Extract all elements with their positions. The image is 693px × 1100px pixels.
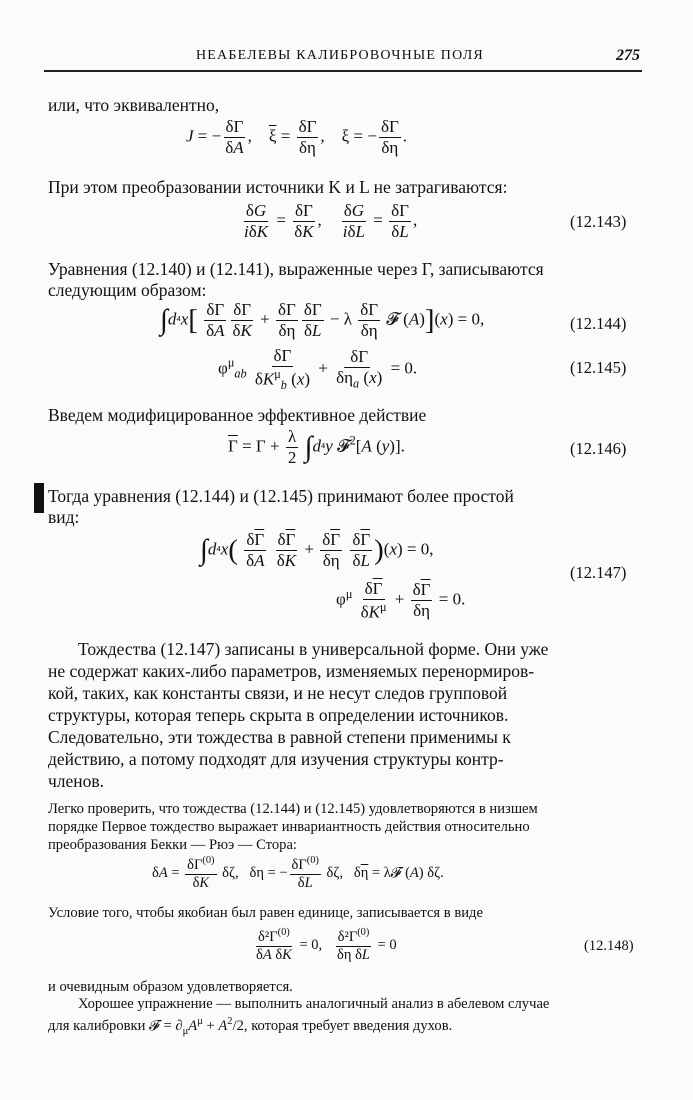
universal-line-5: Следовательно, эти тождества в равной степени применимы к	[48, 727, 511, 747]
universal-line-4: структуры, которая теперь скрыта в определении источников.	[48, 705, 509, 725]
universal-line-7: членов.	[48, 771, 105, 791]
universal-line-6: действию, а потому подходят для изучения структуры контр-	[48, 749, 504, 769]
equation-12-147a: ∫d⁴x( $\frac{\delta\overline{\Gamma}}{\delta A}$ $\frac{\delta\overline{\Gamma}}{\delta K}$ + $\frac{\delta\overline{\Gamma}}{\delta\eta}$ $\frac{\delta\overline{\Gamma}}{\delta L}$ )(x) = 0,	[200, 530, 434, 570]
header-rule	[44, 70, 642, 72]
then-text-1: Тогда уравнения (12.144) и (12.145) принимают более простой	[48, 486, 514, 506]
equation-12-148: $\frac{\delta^2\Gamma^{(0)}}{\text{δA δK}}$ = 0, $\frac{\delta^2\Gamma^{(0)}}{\text{δη δL}}$ = 0	[256, 927, 397, 964]
small-line-1: Легко проверить, что тождества (12.144) и (12.145) удовлетворяются в низшем	[48, 801, 538, 817]
eq-number-12-146: (12.146)	[570, 439, 627, 458]
intro-text: или, что эквивалентно,	[48, 95, 220, 115]
small-line-3: преобразования Бекки — Рюэ — Стора:	[48, 837, 297, 853]
page-number: 275	[616, 47, 640, 64]
equation-brs: δA = $\frac{\delta\Gamma^{(0)}}{\delta K}$ δζ, δη = − $\frac{\delta\Gamma^{(0)}}{\delta L}$ δζ, $\delta\overline{\eta}$ = λ𝓕 (A) δζ.	[152, 855, 444, 892]
eq-number-12-145: (12.145)	[570, 358, 627, 377]
equation-12-146: $\overline{\Gamma} = \Gamma$ + $\frac{\lambda}{2}$ ∫d⁴y 𝓕$^2$[A (y)].	[228, 427, 405, 467]
exercise-line-2	[48, 1013, 640, 1041]
universal-line-2: не содержат каких-либо параметров, изменяемых перенормиров-	[48, 661, 535, 681]
exercise-line-2-tail: которая требует введения духов.	[251, 1017, 453, 1034]
eq-number-12-148: (12.148)	[584, 938, 634, 954]
exercise-block	[48, 995, 640, 1041]
scan-mark	[34, 483, 44, 513]
small-print-block	[48, 800, 640, 854]
gamma-text-1: Уравнения (12.140) и (12.141), выраженные через Г, записываются	[48, 259, 544, 279]
running-header: НЕАБЕЛЕВЫ КАЛИБРОВОЧНЫЕ ПОЛЯ	[196, 48, 484, 63]
equation-12-144: ∫d⁴x[ $\frac{\delta\Gamma}{\delta A}$ $\frac{\delta\Gamma}{\delta K}$ + $\frac{\delta\Gamma}{\delta\eta}$ $\frac{\delta\Gamma}{\delta L}$ − λ $\frac{\delta\Gamma}{\delta\overline{\eta}}$ 𝓕 (A)](x) = 0,	[160, 300, 485, 340]
universal-line-3: кой, таких, как константы связи, и не несут следов групповой	[48, 683, 508, 703]
gauge-formula: 𝓕 = $\partial_\mu A^\mu + A^2/2$,	[149, 1016, 252, 1037]
equation-12-147b: $\varphi^\mu$ $\frac{\delta\overline{\Gamma}}{\delta K^\mu}$ + $\frac{\delta\overline{\Gamma}}{\delta\overline{\eta}}$ = 0.	[336, 579, 466, 622]
then-text-2: вид:	[48, 507, 80, 527]
exercise-line-2-text: для калибровки	[48, 1017, 146, 1034]
jacobian-text: Условие того, чтобы якобиан был равен единице, записывается в виде	[48, 905, 483, 921]
universal-paragraph	[48, 638, 640, 792]
equation-12-143: $\frac{\delta G}{\text{iδK}}$ = $\frac{\delta\Gamma}{\delta K}$ , $\frac{\delta G}{\text{iδL}}$ = $\frac{\delta\Gamma}{\delta L}$ ,	[244, 201, 418, 241]
eq-number-12-147: (12.147)	[570, 563, 627, 582]
eq-number-12-143: (12.143)	[570, 212, 627, 231]
equation-12-145: $\varphi^\mu_{ab}$ $\frac{\delta\Gamma}{\delta K^\mu_b (x)}$ + $\frac{\delta\Gamma}{\delta\overline{\eta}_a (x)}$ = 0.	[218, 346, 418, 392]
equation-definitions: J = − $\frac{\delta\Gamma}{\delta A}$ , $\overline{\xi}$ = $\frac{\delta\Gamma}{\delta\eta}$ , ξ = − $\frac{\delta\Gamma}{\delta\overline{\eta}}$ .	[186, 117, 408, 157]
gamma-text-2: следующим образом:	[48, 280, 207, 300]
exercise-line-1: Хорошее упражнение — выполнить аналогичный анализ в абелевом случае	[78, 996, 550, 1012]
small-line-2: порядке Первое тождество выражает инвариантность действия относительно	[48, 819, 530, 835]
obvious-text: и очевидным образом удовлетворяется.	[48, 979, 293, 995]
universal-line-1: Тождества (12.147) записаны в универсальной форме. Они уже	[78, 639, 549, 659]
transform-text: При этом преобразовании источники K и L не затрагиваются:	[48, 177, 508, 197]
modified-action-text: Введем модифицированное эффективное действие	[48, 405, 427, 425]
eq-number-12-144: (12.144)	[570, 314, 627, 333]
